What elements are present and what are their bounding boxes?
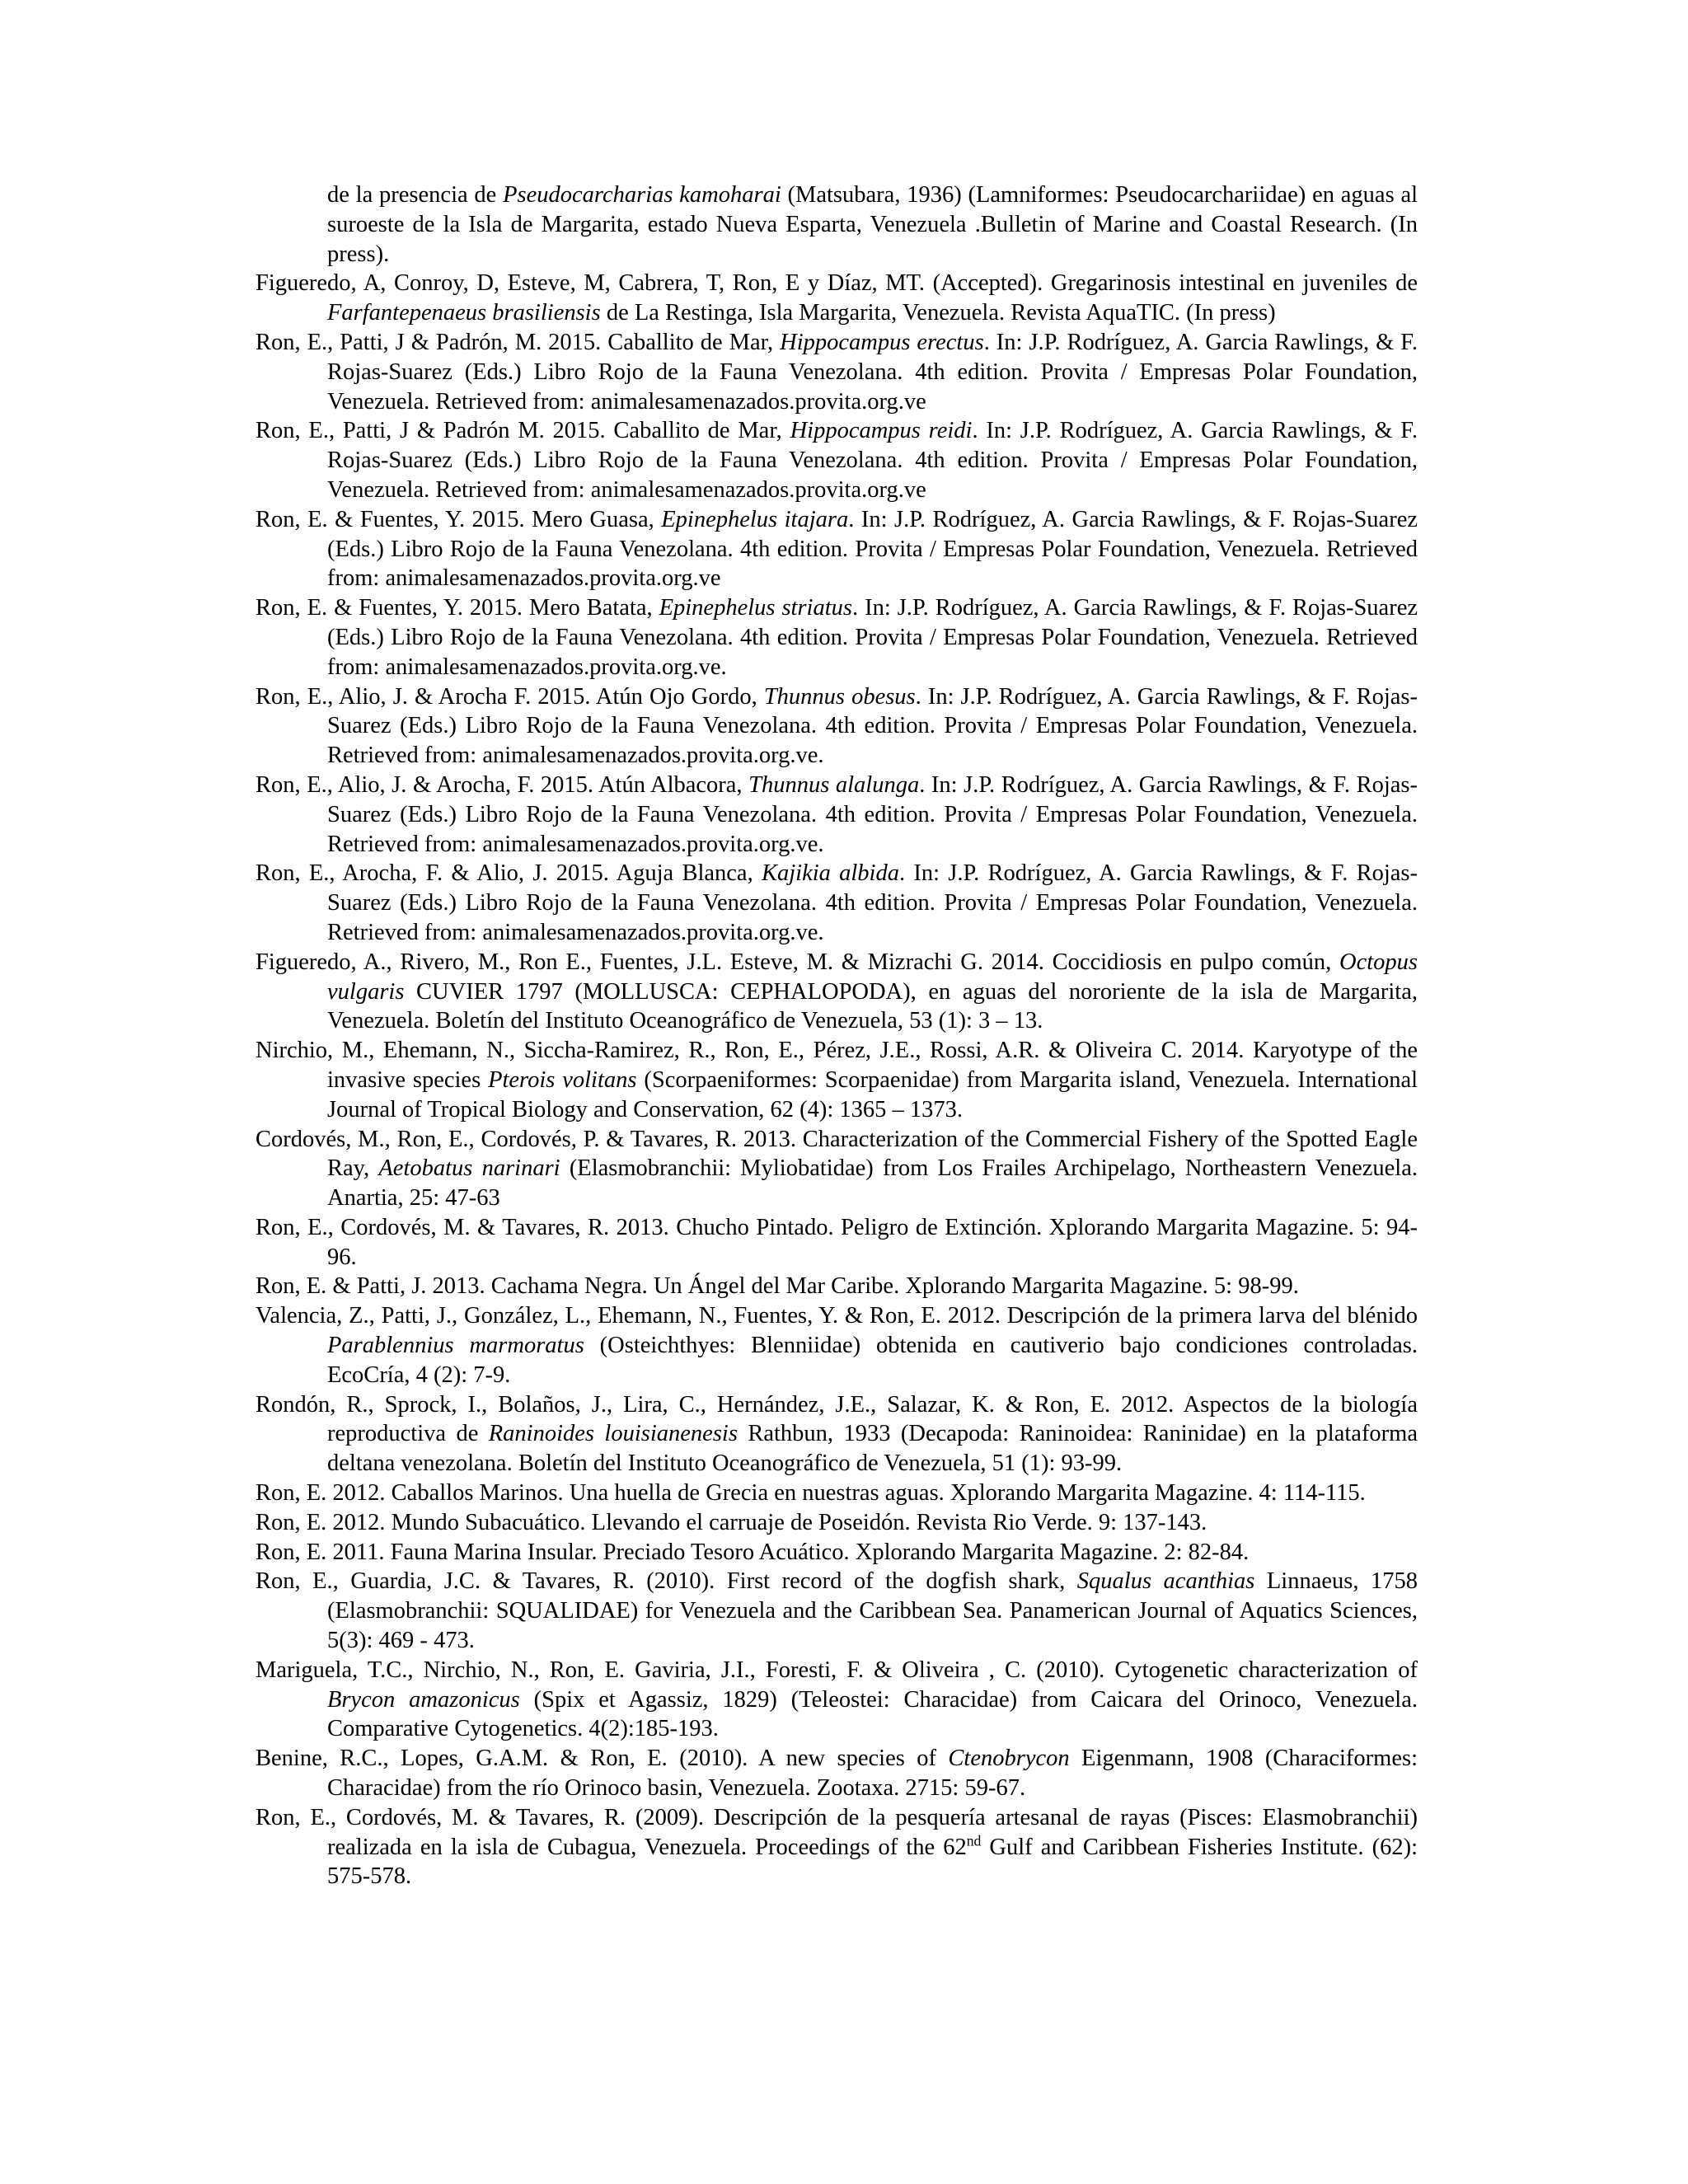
reference-text: . In: J.P. Rodríguez, A. Garcia Rawlings, & F. Rojas-Suarez (Eds.) Libro Rojo de la Fauna Venezolana. 4th edition. Provita / Empresas Polar Foundation, Venezuela. Retrieved from: animalesamenazados.provita.org.ve. — [327, 771, 1418, 857]
reference-entry — [256, 682, 1418, 771]
species-name: Thunnus obesus — [763, 683, 916, 710]
reference-text: (Spix et Agassiz, 1829) (Teleostei: Characidae) from Caicara del Orinoco, Venezuela. Comparative Cytogenetics. 4(2):185-193. — [327, 1686, 1418, 1742]
reference-entry — [256, 328, 1418, 416]
species-name: Parablennius marmoratus — [327, 1333, 584, 1359]
species-name: Raninoides louisianenesis — [488, 1421, 738, 1447]
reference-entry — [256, 1656, 1418, 1744]
reference-text: Rathbun, 1933 (Decapoda: Raninoidea: Raninidae) en la plataforma deltana venezolana. Boletín del Instituto Oceanográfico de Venezuela, 51 (1): 93-99. — [327, 1421, 1418, 1477]
reference-text: . In: J.P. Rodríguez, A. Garcia Rawlings, & F. Rojas-Suarez (Eds.) Libro Rojo de la Fauna Venezolana. 4th edition. Provita / Empresas Polar Foundation, Venezuela. Retrieved from: animalesamenazados.provita.org.ve — [327, 329, 1418, 415]
species-name: Epinephelus itajara — [661, 506, 849, 532]
species-name: Epinephelus striatus — [659, 595, 852, 621]
species-name: Hippocampus erectus — [780, 329, 984, 355]
reference-entry — [256, 1479, 1418, 1508]
reference-text: Ron, E. 2011. Fauna Marina Insular. Preciado Tesoro Acuático. Xplorando Margarita Magazine. 2: 82-84. — [256, 1539, 1250, 1565]
species-name: Squalus acanthias — [1076, 1568, 1255, 1595]
reference-entry — [256, 1803, 1418, 1891]
reference-text: (Elasmobranchii: Myliobatidae) from Los Frailes Archipelago, Northeastern Venezuela. Anartia, 25: 47-63 — [327, 1155, 1418, 1212]
reference-text: CUVIER 1797 (MOLLUSCA: CEPHALOPODA), en aguas del nororiente de la isla de Margarita, Venezuela. Boletín del Instituto Oceanográfico de Venezuela, 53 (1): 3 – 13. — [327, 978, 1418, 1034]
species-name: Pseudocarcharias kamoharai — [503, 182, 781, 208]
species-name: Kajikia albida — [761, 860, 899, 887]
reference-text: Ron, E. & Fuentes, Y. 2015. Mero Guasa, — [256, 506, 662, 532]
reference-text: . In: J.P. Rodríguez, A. Garcia Rawlings, & F. Rojas-Suarez (Eds.) Libro Rojo de la Fauna Venezolana. 4th edition. Provita / Empresas Polar Foundation, Venezuela. Retrieved from: animalesamenazados.provita.org.ve. — [327, 595, 1418, 680]
reference-text: Ron, E., Alio, J. & Arocha, F. 2015. Atún Albacora, — [256, 771, 749, 798]
reference-text: Figueredo, A., Rivero, M., Ron E., Fuentes, J.L. Esteve, M. & Mizrachi G. 2014. Coccidiosis en pulpo común, — [256, 949, 1339, 975]
reference-entry — [256, 269, 1418, 328]
species-name: Farfantepenaeus brasiliensis — [327, 300, 601, 326]
reference-text: . In: J.P. Rodríguez, A. Garcia Rawlings, & F. Rojas-Suarez (Eds.) Libro Rojo de la Fauna Venezolana. 4th edition. Provita / Empresas Polar Foundation, Venezuela. Retrieved from: animalesamenazados.provita.org.ve — [327, 506, 1418, 592]
reference-entry — [256, 1301, 1418, 1390]
reference-entry — [256, 1213, 1418, 1272]
reference-list — [256, 180, 1418, 1891]
reference-entry — [256, 1390, 1418, 1479]
reference-text: Gulf and Caribbean Fisheries Institute. (62): 575-578. — [327, 1834, 1418, 1890]
reference-entry — [256, 416, 1418, 504]
reference-text: Ron, E., Patti, J & Padrón, M. 2015. Caballito de Mar, — [256, 329, 781, 355]
species-name: Brycon amazonicus — [327, 1686, 520, 1713]
reference-entry — [256, 1744, 1418, 1803]
reference-entry — [256, 180, 1418, 269]
reference-text: Cordovés, M., Ron, E., Cordovés, P. & Tavares, R. 2013. Characterization of the Commercial Fishery of the Spotted Eagle Ray, — [256, 1126, 1418, 1182]
species-name: Thunnus alalunga — [748, 771, 920, 798]
species-name: Pterois volitans — [488, 1066, 637, 1093]
reference-text: Ron, E., Cordovés, M. & Tavares, R. 2013. Chucho Pintado. Peligro de Extinción. Xplorando Margarita Magazine. 5: 94-96. — [256, 1214, 1418, 1270]
reference-text: de La Restinga, Isla Margarita, Venezuela. Revista AquaTIC. (In press) — [600, 300, 1276, 326]
reference-text: Ron, E. 2012. Mundo Subacuático. Llevando el carruaje de Poseidón. Revista Rio Verde. 9: 137-143. — [256, 1509, 1207, 1535]
reference-entry — [256, 1272, 1418, 1301]
reference-text: . In: J.P. Rodríguez, A. Garcia Rawlings, & F. Rojas-Suarez (Eds.) Libro Rojo de la Fauna Venezolana. 4th edition. Provita / Empresas Polar Foundation, Venezuela. Retrieved from: animalesamenazados.provita.org.ve. — [327, 860, 1418, 945]
reference-text: . In: J.P. Rodríguez, A. Garcia Rawlings, & F. Rojas-Suarez (Eds.) Libro Rojo de la Fauna Venezolana. 4th edition. Provita / Empresas Polar Foundation, Venezuela. Retrieved from: animalesamenazados.provita.org.ve — [327, 418, 1418, 503]
reference-text: Nirchio, M., Ehemann, N., Siccha-Ramirez, R., Ron, E., Pérez, J.E., Rossi, A.R. & Oliveira C. 2014. Karyotype of the invasive species — [256, 1038, 1418, 1093]
reference-entry — [256, 1508, 1418, 1538]
reference-text: . In: J.P. Rodríguez, A. Garcia Rawlings, & F. Rojas-Suarez (Eds.) Libro Rojo de la Fauna Venezolana. 4th edition. Provita / Empresas Polar Foundation, Venezuela. Retrieved from: animalesamenazados.provita.org.ve. — [327, 683, 1418, 769]
reference-text: Linnaeus, 1758 (Elasmobranchii: SQUALIDAE) for Venezuela and the Caribbean Sea. Panamerican Journal of Aquatics Sciences, 5(3): 469 - 473. — [327, 1568, 1418, 1654]
species-name: Aetobatus narinari — [378, 1155, 560, 1182]
reference-text: Ron, E., Cordovés, M. & Tavares, R. (2009). Descripción de la pesquería artesanal de rayas (Pisces: Elasmobranchii) realizada en la isla de Cubagua, Venezuela. Proceedings of the 62 — [256, 1804, 1418, 1860]
reference-text: Ron, E., Alio, J. & Arocha F. 2015. Atún Ojo Gordo, — [256, 683, 764, 710]
reference-entry — [256, 593, 1418, 682]
reference-entry — [256, 1538, 1418, 1568]
reference-text: (Scorpaeniformes: Scorpaenidae) from Margarita island, Venezuela. International Journal of Tropical Biology and Conservation, 62 (4): 1365 – 1373. — [327, 1066, 1418, 1122]
reference-text: Ron, E., Guardia, J.C. & Tavares, R. (2010). First record of the dogfish shark, — [256, 1568, 1077, 1595]
reference-text: Ron, E., Arocha, F. & Alio, J. 2015. Aguja Blanca, — [256, 860, 762, 887]
reference-text: Ron, E. 2012. Caballos Marinos. Una huella de Grecia en nuestras aguas. Xplorando Margarita Magazine. 4: 114-115. — [256, 1480, 1366, 1507]
reference-entry — [256, 505, 1418, 593]
reference-text: Ron, E. & Patti, J. 2013. Cachama Negra. Un Ángel del Mar Caribe. Xplorando Margarita Magazine. 5: 98-99. — [256, 1273, 1299, 1300]
reference-text: Figueredo, A, Conroy, D, Esteve, M, Cabrera, T, Ron, E y Díaz, MT. (Accepted). Gregarinosis intestinal en juveniles de — [256, 270, 1418, 297]
reference-text: Valencia, Z., Patti, J., González, L., Ehemann, N., Fuentes, Y. & Ron, E. 2012. Descripción de la primera larva del blénido — [256, 1303, 1418, 1329]
reference-text: Ron, E. & Fuentes, Y. 2015. Mero Batata, — [256, 595, 659, 621]
reference-entry — [256, 1125, 1418, 1213]
reference-text: Rondón, R., Sprock, I., Bolaños, J., Lira, C., Hernández, J.E., Salazar, K. & Ron, E. 2012. Aspectos de la biología reproductiva de — [256, 1391, 1418, 1447]
species-name: Hippocampus reidi — [790, 418, 973, 444]
reference-entry — [256, 771, 1418, 859]
reference-entry — [256, 1036, 1418, 1124]
reference-entry — [256, 859, 1418, 947]
reference-text: (Osteichthyes: Blenniidae) obtenida en cautiverio bajo condiciones controladas. EcoCría, 4 (2): 7-9. — [327, 1333, 1418, 1388]
reference-text: Ron, E., Patti, J & Padrón M. 2015. Caballito de Mar, — [256, 418, 790, 444]
reference-entry — [256, 1567, 1418, 1655]
species-name: Ctenobrycon — [948, 1746, 1070, 1772]
reference-entry — [256, 948, 1418, 1036]
reference-text: de la presencia de — [327, 182, 504, 208]
reference-text: Eigenmann, 1908 (Characiformes: Characidae) from the río Orinoco basin, Venezuela. Zootaxa. 2715: 59-67. — [327, 1746, 1418, 1802]
reference-text: Mariguela, T.C., Nirchio, N., Ron, E. Gaviria, J.I., Foresti, F. & Oliveira , C. (2010). Cytogenetic characterization of — [256, 1657, 1418, 1683]
superscript-text: nd — [966, 1832, 982, 1849]
reference-text: (Matsubara, 1936) (Lamniformes: Pseudocarchariidae) en aguas al suroeste de la Isla de Margarita, estado Nueva Esparta, Venezuela .Bulletin of Marine and Coastal Research. (In press). — [327, 182, 1418, 267]
species-name: Octopus vulgaris — [327, 949, 1418, 1005]
reference-text: Benine, R.C., Lopes, G.A.M. & Ron, E. (2010). A new species of — [256, 1746, 949, 1772]
